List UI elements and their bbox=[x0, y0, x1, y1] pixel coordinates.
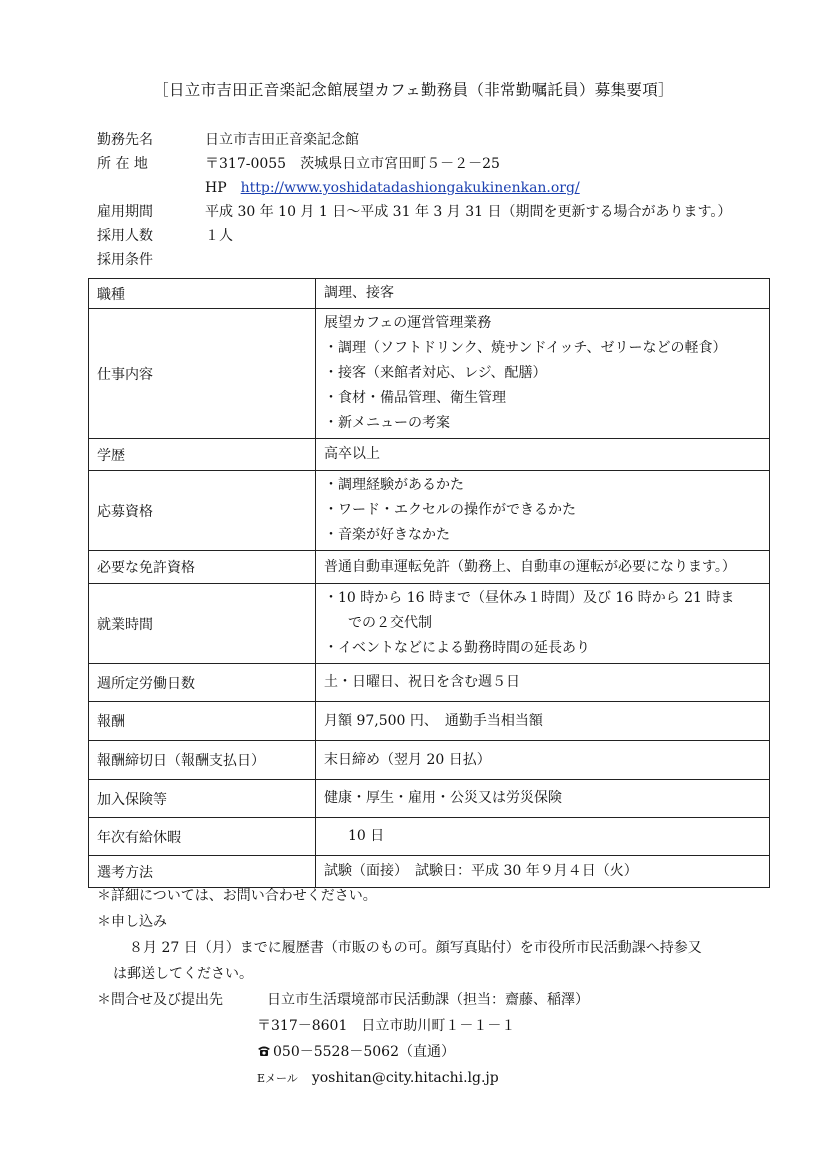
row-label: 必要な免許資格 bbox=[89, 551, 316, 584]
cell-line: ・10 時から 16 時まで（昼休み１時間）及び 16 時から 21 時ま bbox=[324, 590, 735, 606]
note-apply-line: ８月 27 日（月）までに履歴書（市販のもの可。顔写真貼付）を市役所市民活動課へ持参又 bbox=[129, 940, 702, 956]
contact-heading-row bbox=[97, 987, 787, 1013]
table-row bbox=[89, 471, 770, 551]
row-label: 学歴 bbox=[89, 439, 316, 471]
row-value bbox=[316, 309, 770, 439]
row-value bbox=[316, 741, 770, 780]
job-info-section bbox=[97, 128, 777, 272]
contact-phone: 050－5528－5062（直通） bbox=[273, 1044, 455, 1060]
hp-label: HP bbox=[205, 180, 227, 196]
row-label: 選考方法 bbox=[89, 856, 316, 888]
cell-line: 調理、接客 bbox=[324, 285, 394, 301]
address-value: 〒317-0055 茨城県日立市宮田町５－２－25 bbox=[205, 156, 500, 172]
row-label: 報酬 bbox=[89, 702, 316, 741]
cell-line: 試験（面接） 試験日：平成 30 年９月４日（火） bbox=[324, 863, 638, 879]
note-apply-line: は郵送してください。 bbox=[113, 966, 253, 982]
page-title: ［日立市吉田正音楽記念館展望カフェ勤務員（非常勤嘱託員）募集要項］ bbox=[153, 81, 674, 99]
hp-link[interactable]: http://www.yoshidatadashiongakukinenkan.org/ bbox=[240, 180, 580, 196]
conditions-label: 採用条件 bbox=[97, 252, 153, 268]
cell-line: 展望カフェの運営管理業務 bbox=[324, 315, 492, 331]
cell-line: 高卒以上 bbox=[324, 446, 380, 462]
row-label: 職種 bbox=[89, 279, 316, 309]
contact-org: 日立市生活環境部市民活動課（担当：齋藤、稲澤） bbox=[267, 992, 589, 1008]
cell-line: ・音楽が好きなかた bbox=[324, 527, 450, 543]
table-row bbox=[89, 702, 770, 741]
row-label: 応募資格 bbox=[89, 471, 316, 551]
cell-line: ・イベントなどによる勤務時間の延長あり bbox=[324, 640, 590, 656]
cell-line: ・食材・備品管理、衛生管理 bbox=[324, 390, 506, 406]
note-detail: ＊詳細については、お問い合わせください。 bbox=[97, 888, 377, 904]
contact-email-row bbox=[97, 1065, 787, 1091]
table-row bbox=[89, 279, 770, 309]
cell-line: 健康・厚生・雇用・公災又は労災保険 bbox=[324, 790, 562, 806]
row-value bbox=[316, 439, 770, 471]
row-value bbox=[316, 471, 770, 551]
row-label: 加入保険等 bbox=[89, 780, 316, 818]
period-row bbox=[97, 200, 777, 224]
conditions-row bbox=[97, 248, 777, 272]
cell-line: での２交代制 bbox=[348, 615, 432, 631]
phone-icon bbox=[257, 1045, 271, 1057]
count-value: １人 bbox=[205, 228, 233, 244]
count-label: 採用人数 bbox=[97, 228, 153, 244]
cell-line: 月額 97,500 円、 通勤手当相当額 bbox=[324, 712, 543, 729]
requirements-table bbox=[88, 278, 770, 888]
cell-line: 土・日曜日、祝日を含む週５日 bbox=[324, 674, 520, 690]
row-value bbox=[316, 780, 770, 818]
cell-line: ・新メニューの考案 bbox=[324, 415, 450, 431]
row-label: 年次有給休暇 bbox=[89, 818, 316, 856]
table-row bbox=[89, 551, 770, 584]
table-row bbox=[89, 664, 770, 702]
table-row bbox=[89, 780, 770, 818]
note-apply-heading: ＊申し込み bbox=[97, 914, 167, 930]
row-value bbox=[316, 584, 770, 664]
workplace-label: 勤務先名 bbox=[97, 132, 153, 148]
workplace-value: 日立市吉田正音楽記念館 bbox=[205, 132, 359, 148]
note-contact-heading: ＊問合せ及び提出先 bbox=[97, 992, 223, 1008]
cell-line: ・ワード・エクセルの操作ができるかた bbox=[324, 502, 576, 518]
hp-line bbox=[205, 176, 580, 200]
table-row bbox=[89, 584, 770, 664]
row-value bbox=[316, 818, 770, 856]
cell-line: ・接客（来館者対応、レジ、配膳） bbox=[324, 365, 547, 381]
cell-line: ・調理（ソフトドリンク、焼サンドイッチ、ゼリーなどの軽食） bbox=[324, 340, 727, 356]
table-row bbox=[89, 439, 770, 471]
workplace-row bbox=[97, 128, 777, 152]
table-row bbox=[89, 818, 770, 856]
row-label: 報酬締切日（報酬支払日） bbox=[89, 741, 316, 780]
row-value bbox=[316, 664, 770, 702]
contact-address: 〒317－8601 日立市助川町１－１－１ bbox=[257, 1018, 516, 1034]
row-value bbox=[316, 551, 770, 584]
cell-line: 普通自動車運転免許（勤務上、自動車の運転が必要になります。） bbox=[324, 558, 736, 575]
address-row bbox=[97, 152, 777, 176]
period-value: 平成 30 年 10 月 1 日～平成 31 年 3 月 31 日（期間を更新する場合があります。） bbox=[205, 204, 732, 220]
table-row bbox=[89, 741, 770, 780]
row-label: 就業時間 bbox=[89, 584, 316, 664]
row-value bbox=[316, 279, 770, 309]
email-label: Eメール bbox=[257, 1072, 298, 1085]
cell-line: 10 日 bbox=[348, 828, 385, 844]
row-label: 仕事内容 bbox=[89, 309, 316, 439]
row-value bbox=[316, 702, 770, 741]
address-label: 所 在 地 bbox=[97, 156, 148, 172]
contact-email[interactable]: yoshitan@city.hitachi.lg.jp bbox=[311, 1070, 499, 1086]
cell-line: ・調理経験があるかた bbox=[324, 477, 464, 493]
contact-phone-row bbox=[97, 1039, 787, 1065]
table-row bbox=[89, 309, 770, 439]
count-row bbox=[97, 224, 777, 248]
notes-section bbox=[97, 883, 787, 1091]
hp-row bbox=[97, 176, 777, 200]
row-label: 週所定労働日数 bbox=[89, 664, 316, 702]
period-label: 雇用期間 bbox=[97, 204, 153, 220]
cell-line: 末日締め（翌月 20 日払） bbox=[324, 751, 491, 768]
